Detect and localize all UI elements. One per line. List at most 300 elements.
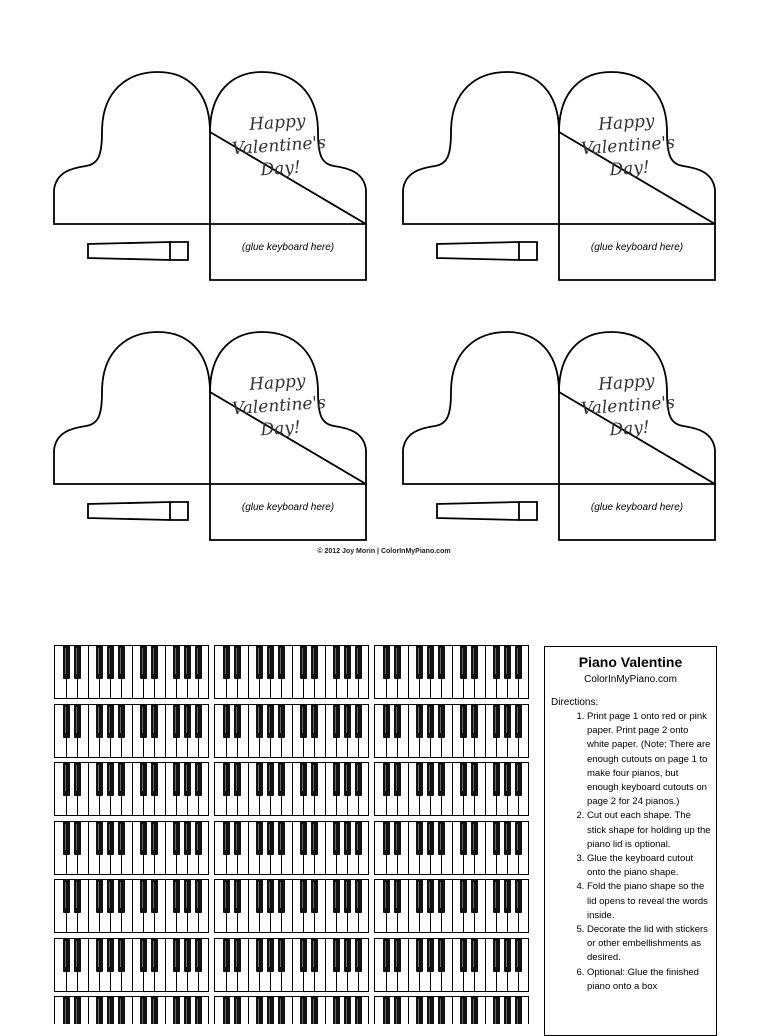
black-key (438, 646, 445, 679)
black-key (184, 705, 191, 738)
black-key (493, 646, 500, 679)
white-key-divider (88, 705, 89, 757)
black-key (504, 997, 511, 1024)
black-key (504, 880, 511, 913)
black-key (74, 763, 81, 796)
black-key (118, 646, 125, 679)
black-key (184, 939, 191, 972)
white-key-divider (485, 997, 486, 1024)
keyboard-cutout (54, 645, 209, 699)
black-key (427, 763, 434, 796)
black-key (173, 822, 180, 855)
black-key (278, 997, 285, 1024)
black-key (427, 822, 434, 855)
black-key (300, 822, 307, 855)
white-key-divider (248, 646, 249, 698)
black-key (416, 646, 423, 679)
piano-lid-left (403, 72, 559, 224)
black-key (493, 939, 500, 972)
white-key-divider (292, 646, 293, 698)
black-key (96, 705, 103, 738)
white-key-divider (485, 646, 486, 698)
white-key-divider (165, 997, 166, 1024)
black-key (300, 705, 307, 738)
white-key-divider (408, 646, 409, 698)
white-key-divider (248, 822, 249, 874)
black-key (74, 822, 81, 855)
white-key-divider (408, 763, 409, 815)
keyboard-cutout (214, 996, 369, 1024)
black-key (173, 997, 180, 1024)
white-key-divider (248, 880, 249, 932)
black-key (267, 880, 274, 913)
black-key (107, 939, 114, 972)
black-key (151, 880, 158, 913)
white-key-divider (132, 763, 133, 815)
white-key-divider (452, 822, 453, 874)
black-key (515, 763, 522, 796)
prop-stick-end (519, 502, 537, 520)
black-key (383, 880, 390, 913)
black-key (394, 763, 401, 796)
black-key (333, 939, 340, 972)
white-key-divider (325, 705, 326, 757)
white-key-divider (408, 939, 409, 991)
white-key-divider (325, 939, 326, 991)
black-key (438, 939, 445, 972)
black-key (504, 705, 511, 738)
greeting-line: Valentine's (231, 132, 327, 160)
black-key (234, 997, 241, 1024)
black-key (394, 705, 401, 738)
black-key (74, 939, 81, 972)
black-key (344, 880, 351, 913)
white-key-divider (485, 880, 486, 932)
black-key (394, 939, 401, 972)
prop-stick-end (519, 242, 537, 260)
piano-card-4 (401, 332, 721, 547)
black-key (107, 763, 114, 796)
keyboard-cutout (54, 821, 209, 875)
keyboard-cutout (374, 996, 529, 1024)
black-key (195, 705, 202, 738)
valentine-greeting (222, 108, 337, 185)
black-key (394, 880, 401, 913)
black-key (493, 880, 500, 913)
black-key (460, 705, 467, 738)
white-key-divider (485, 763, 486, 815)
black-key (344, 822, 351, 855)
black-key (118, 705, 125, 738)
black-key (140, 822, 147, 855)
white-key-divider (165, 880, 166, 932)
white-key-divider (292, 705, 293, 757)
black-key (278, 939, 285, 972)
white-key-divider (165, 705, 166, 757)
black-key (96, 997, 103, 1024)
keyboard-cutout (374, 821, 529, 875)
white-key-divider (165, 763, 166, 815)
black-key (184, 646, 191, 679)
glue-keyboard-label: (glue keyboard here) (590, 502, 684, 513)
piano-card-1 (52, 72, 372, 287)
black-key (311, 646, 318, 679)
black-key (394, 646, 401, 679)
valentine-greeting (222, 368, 337, 445)
keyboard-cutout (374, 704, 529, 758)
piano-outline (401, 72, 721, 287)
directions-title: Piano Valentine (578, 654, 683, 670)
keyboard-cutout (214, 821, 369, 875)
black-key (223, 822, 230, 855)
black-key (267, 822, 274, 855)
white-key-divider (132, 646, 133, 698)
white-key-divider (88, 763, 89, 815)
black-key (74, 646, 81, 679)
black-key (96, 646, 103, 679)
black-key (427, 705, 434, 738)
white-key-divider (325, 997, 326, 1024)
black-key (223, 880, 230, 913)
white-key-divider (325, 646, 326, 698)
black-key (333, 646, 340, 679)
black-key (460, 763, 467, 796)
black-key (267, 763, 274, 796)
white-key-divider (485, 822, 486, 874)
white-key-divider (132, 997, 133, 1024)
black-key (493, 705, 500, 738)
black-key (195, 763, 202, 796)
black-key (311, 822, 318, 855)
black-key (74, 997, 81, 1024)
piano-outline (401, 332, 721, 547)
white-key-divider (292, 997, 293, 1024)
keyboard-cutout (214, 879, 369, 933)
directions-box (544, 646, 717, 1036)
black-key (427, 939, 434, 972)
black-key (383, 705, 390, 738)
greeting-line: Happy (597, 371, 656, 395)
black-key (195, 939, 202, 972)
black-key (151, 763, 158, 796)
white-key-divider (88, 939, 89, 991)
black-key (151, 705, 158, 738)
white-key-divider (452, 880, 453, 932)
white-key-divider (408, 880, 409, 932)
direction-step: 6. Optional: Glue the finished piano onto a box (587, 966, 712, 994)
black-key (63, 646, 70, 679)
black-key (300, 646, 307, 679)
white-key-divider (292, 939, 293, 991)
black-key (311, 763, 318, 796)
black-key (394, 997, 401, 1024)
black-key (223, 646, 230, 679)
black-key (300, 880, 307, 913)
black-key (416, 939, 423, 972)
black-key (63, 939, 70, 972)
black-key (383, 997, 390, 1024)
black-key (471, 939, 478, 972)
black-key (267, 939, 274, 972)
black-key (184, 997, 191, 1024)
black-key (223, 997, 230, 1024)
black-key (394, 822, 401, 855)
white-key-divider (132, 822, 133, 874)
black-key (427, 880, 434, 913)
black-key (493, 822, 500, 855)
black-key (118, 763, 125, 796)
black-key (278, 705, 285, 738)
black-key (173, 705, 180, 738)
black-key (223, 705, 230, 738)
black-key (140, 705, 147, 738)
black-key (515, 646, 522, 679)
black-key (195, 997, 202, 1024)
black-key (438, 705, 445, 738)
black-key (355, 646, 362, 679)
black-key (173, 763, 180, 796)
black-key (355, 763, 362, 796)
keyboard-cutout (214, 704, 369, 758)
black-key (118, 822, 125, 855)
black-key (504, 939, 511, 972)
white-key-divider (88, 646, 89, 698)
valentine-greeting (571, 108, 686, 185)
copyright-text: © 2012 Joy Morin | ColorInMyPiano.com (317, 548, 451, 555)
black-key (416, 822, 423, 855)
black-key (256, 705, 263, 738)
greeting-line: Valentine's (580, 132, 676, 160)
black-key (416, 997, 423, 1024)
piano-card-3 (52, 332, 372, 547)
greeting-line: Valentine's (231, 392, 327, 420)
black-key (96, 939, 103, 972)
black-key (173, 880, 180, 913)
keyboard-cutout (54, 704, 209, 758)
black-key (184, 880, 191, 913)
black-key (267, 705, 274, 738)
piano-card-2 (401, 72, 721, 287)
white-key-divider (325, 880, 326, 932)
greeting-line: Day! (608, 417, 651, 441)
white-key-divider (292, 763, 293, 815)
greeting-line: Happy (248, 371, 307, 395)
black-key (107, 705, 114, 738)
prop-stick-end (170, 502, 188, 520)
black-key (333, 997, 340, 1024)
white-key-divider (88, 880, 89, 932)
black-key (107, 646, 114, 679)
black-key (515, 939, 522, 972)
white-key-divider (165, 646, 166, 698)
direction-step: 2. Cut out each shape. The stick shape for holding up the piano lid is optional. (587, 809, 712, 852)
keyboard-cutout (54, 762, 209, 816)
black-key (173, 939, 180, 972)
black-key (515, 705, 522, 738)
piano-lid-left (54, 332, 210, 484)
black-key (355, 997, 362, 1024)
glue-keyboard-label: (glue keyboard here) (590, 242, 684, 253)
white-key-divider (292, 822, 293, 874)
black-key (234, 646, 241, 679)
black-key (333, 822, 340, 855)
black-key (515, 822, 522, 855)
glue-keyboard-label: (glue keyboard here) (241, 242, 335, 253)
white-key-divider (452, 939, 453, 991)
black-key (140, 646, 147, 679)
direction-step: 1. Print page 1 onto red or pink paper. Print page 2 onto white paper. (Note: There are enough cutouts on page 1 to make four pianos, but enough keyboard cutouts on page 2 for 24 pianos.) (587, 710, 712, 809)
black-key (416, 705, 423, 738)
black-key (151, 822, 158, 855)
keyboard-cutout (374, 645, 529, 699)
black-key (234, 822, 241, 855)
black-key (234, 705, 241, 738)
black-key (300, 763, 307, 796)
black-key (234, 880, 241, 913)
black-key (438, 763, 445, 796)
black-key (504, 822, 511, 855)
black-key (344, 705, 351, 738)
white-key-divider (248, 939, 249, 991)
black-key (151, 997, 158, 1024)
black-key (344, 646, 351, 679)
black-key (63, 822, 70, 855)
black-key (140, 763, 147, 796)
black-key (151, 646, 158, 679)
black-key (118, 880, 125, 913)
black-key (311, 705, 318, 738)
prop-stick (437, 502, 519, 520)
black-key (504, 646, 511, 679)
black-key (96, 822, 103, 855)
black-key (438, 880, 445, 913)
prop-stick-end (170, 242, 188, 260)
black-key (74, 880, 81, 913)
black-key (107, 997, 114, 1024)
black-key (460, 822, 467, 855)
black-key (493, 763, 500, 796)
black-key (184, 763, 191, 796)
black-key (234, 763, 241, 796)
black-key (515, 880, 522, 913)
white-key-divider (165, 939, 166, 991)
black-key (278, 763, 285, 796)
black-key (416, 763, 423, 796)
black-key (333, 763, 340, 796)
keyboard-cutout (54, 938, 209, 992)
black-key (256, 997, 263, 1024)
black-key (471, 997, 478, 1024)
black-key (278, 880, 285, 913)
keyboard-cutout (374, 879, 529, 933)
black-key (460, 646, 467, 679)
keyboard-cutout-grid (54, 645, 531, 1024)
white-key-divider (132, 705, 133, 757)
black-key (96, 763, 103, 796)
keyboard-cutout (374, 762, 529, 816)
white-key-divider (132, 880, 133, 932)
direction-step: 5. Decorate the lid with stickers or other embellishments as desired. (587, 923, 712, 966)
black-key (151, 939, 158, 972)
black-key (471, 646, 478, 679)
black-key (234, 939, 241, 972)
black-key (278, 646, 285, 679)
black-key (416, 880, 423, 913)
black-key (74, 705, 81, 738)
greeting-line: Happy (597, 111, 656, 135)
white-key-divider (485, 939, 486, 991)
white-key-divider (325, 763, 326, 815)
white-key-divider (248, 997, 249, 1024)
keyboard-cutout (54, 879, 209, 933)
black-key (471, 705, 478, 738)
prop-stick (437, 242, 519, 260)
black-key (438, 822, 445, 855)
black-key (383, 822, 390, 855)
black-key (267, 997, 274, 1024)
greeting-line: Happy (248, 111, 307, 135)
black-key (184, 822, 191, 855)
keyboard-cutout (374, 938, 529, 992)
white-key-divider (452, 763, 453, 815)
black-key (107, 880, 114, 913)
white-key-divider (248, 763, 249, 815)
greeting-line: Day! (259, 157, 302, 181)
keyboard-cutout (214, 645, 369, 699)
white-key-divider (292, 880, 293, 932)
white-key-divider (452, 997, 453, 1024)
piano-outline (52, 72, 372, 287)
black-key (256, 822, 263, 855)
black-key (300, 997, 307, 1024)
black-key (427, 646, 434, 679)
black-key (63, 880, 70, 913)
white-key-divider (165, 822, 166, 874)
direction-step: 3. Glue the keyboard cutout onto the piano shape. (587, 852, 712, 880)
black-key (107, 822, 114, 855)
white-key-divider (408, 997, 409, 1024)
directions-steps (545, 710, 716, 994)
black-key (195, 646, 202, 679)
black-key (471, 880, 478, 913)
black-key (256, 646, 263, 679)
black-key (63, 997, 70, 1024)
greeting-line: Day! (608, 157, 651, 181)
white-key-divider (452, 705, 453, 757)
black-key (223, 763, 230, 796)
black-key (140, 880, 147, 913)
black-key (493, 997, 500, 1024)
black-key (427, 997, 434, 1024)
keyboard-cutout (214, 938, 369, 992)
greeting-line: Valentine's (580, 392, 676, 420)
black-key (63, 705, 70, 738)
directions-heading: Directions: (551, 697, 599, 708)
black-key (223, 939, 230, 972)
black-key (460, 939, 467, 972)
prop-stick (88, 502, 170, 520)
black-key (311, 939, 318, 972)
black-key (96, 880, 103, 913)
direction-step: 4. Fold the piano shape so the lid opens to reveal the words inside. (587, 880, 712, 923)
black-key (383, 939, 390, 972)
black-key (118, 939, 125, 972)
black-key (355, 822, 362, 855)
black-key (333, 880, 340, 913)
prop-stick (88, 242, 170, 260)
white-key-divider (408, 705, 409, 757)
black-key (471, 763, 478, 796)
